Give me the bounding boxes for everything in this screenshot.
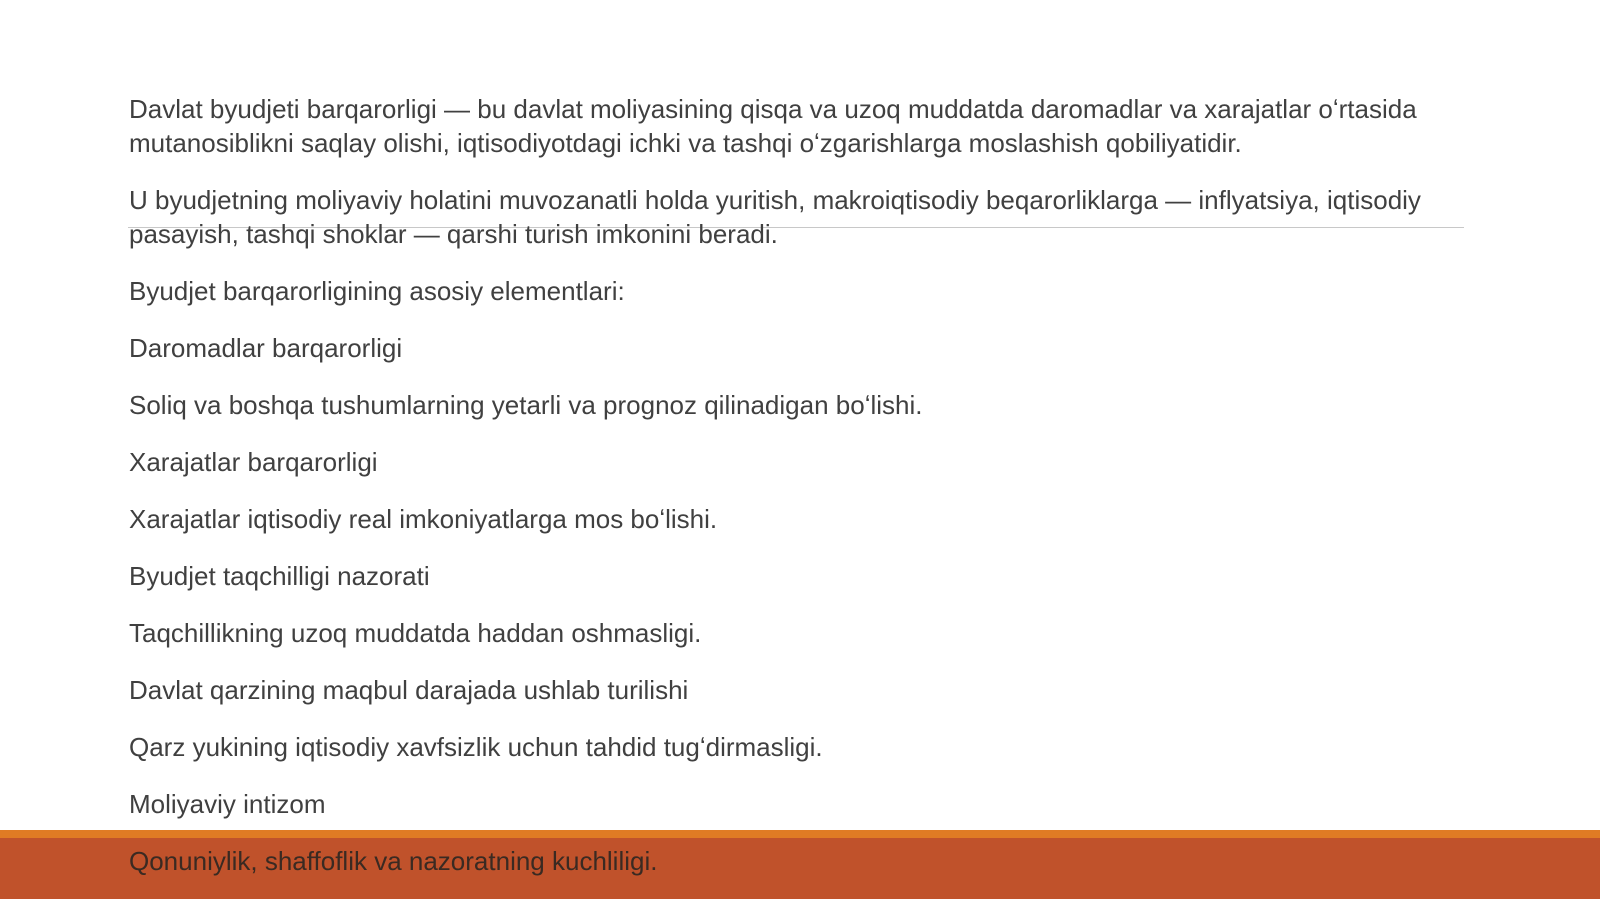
paragraph-expense-detail: Xarajatlar iqtisodiy real imkoniyatlarga mos boʻlishi. — [129, 504, 718, 534]
paragraph-revenue-detail: Soliq va boshqa tushumlarning yetarli va prognoz qilinadigan boʻlishi. — [129, 390, 923, 420]
paragraph-discipline-detail: Qonuniylik, shaffoflik va nazoratning kuchliligi. — [129, 846, 658, 876]
paragraph-deficit-detail: Taqchillikning uzoq muddatda haddan oshmasligi. — [129, 618, 702, 648]
paragraph-debt-level: Davlat qarzining maqbul darajada ushlab turilishi — [129, 675, 689, 705]
paragraph-expense-stability: Xarajatlar barqarorligi — [129, 447, 378, 477]
paragraph-elements-heading: Byudjet barqarorligining asosiy elementlari: — [129, 276, 625, 306]
slide-body — [129, 92, 1509, 899]
paragraph-revenue-stability: Daromadlar barqarorligi — [129, 333, 403, 363]
paragraph-definition: Davlat byudjeti barqarorligi — bu davlat moliyasining qisqa va uzoq muddatda daromadlar va xarajatlar oʻrtasida mutanosiblikni saqlay olishi, iqtisodiyotdagi ichki va tashqi oʻzgarishlarga moslashish qobiliyatidir. — [129, 94, 1417, 158]
paragraph-deficit-control: Byudjet taqchilligi nazorati — [129, 561, 430, 591]
paragraph-financial-discipline: Moliyaviy intizom — [129, 789, 326, 819]
paragraph-debt-detail: Qarz yukining iqtisodiy xavfsizlik uchun tahdid tugʻdirmasligi. — [129, 732, 823, 762]
paragraph-purpose: U byudjetning moliyaviy holatini muvozanatli holda yuritish, makroiqtisodiy beqarorliklarga — inflyatsiya, iqtisodiy pasayish, tashqi shoklar — qarshi turish imkonini beradi. — [129, 185, 1421, 249]
